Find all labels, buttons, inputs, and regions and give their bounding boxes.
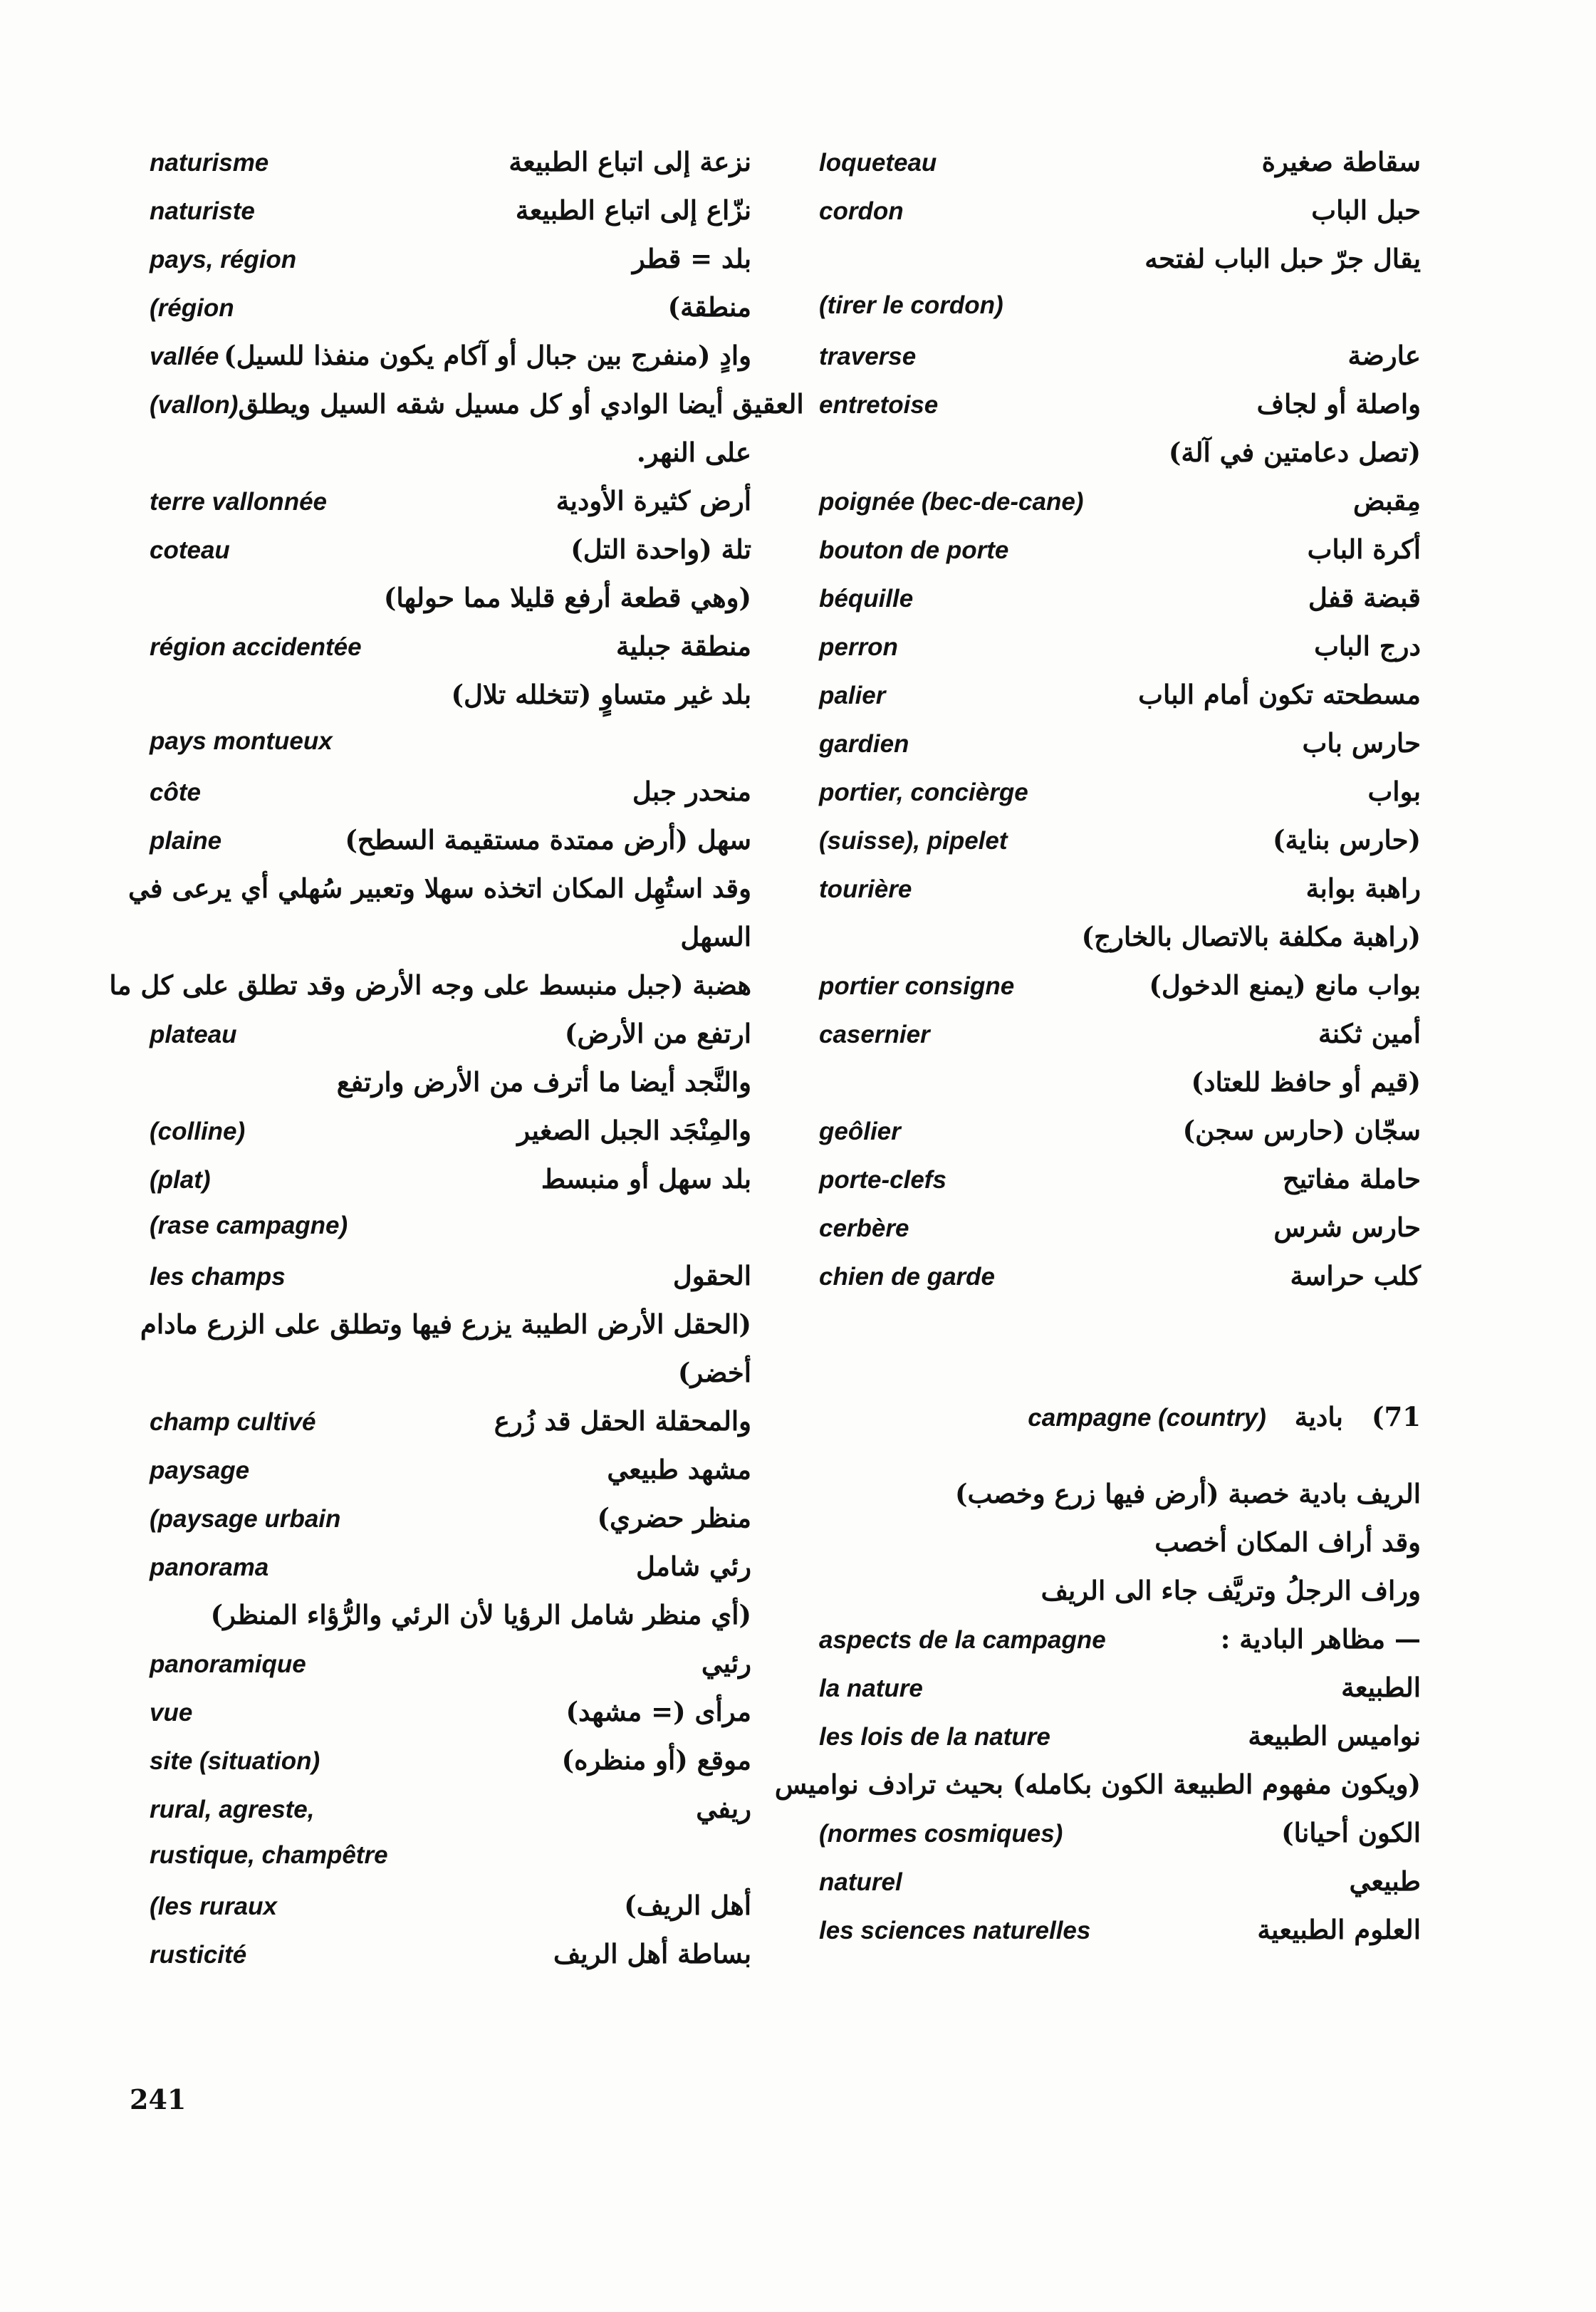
entry-term-ar: سهل (أرض ممتدة مستقيمة السطح) xyxy=(345,824,751,855)
spacer xyxy=(819,1449,1421,1478)
entry-term-fr: traverse xyxy=(819,343,917,370)
entry-term-ar: مِقبض xyxy=(1352,485,1421,516)
dictionary-entry xyxy=(150,291,751,340)
dictionary-entry xyxy=(150,1502,751,1551)
entry-term-ar: راهبة بوابة xyxy=(1305,873,1421,904)
dictionary-entry xyxy=(150,1744,751,1793)
dictionary-entry xyxy=(150,1357,751,1405)
entry-term-ar: أخضر) xyxy=(677,1357,751,1388)
entry-term-fr: portier, concièrge xyxy=(819,779,1028,806)
entry-term-ar: تلة (واحدة التل) xyxy=(570,533,751,565)
entry-term-fr: portier consigne xyxy=(819,972,1015,1000)
entry-term-ar: منحدر جبل xyxy=(632,776,751,807)
dictionary-entry xyxy=(819,1163,1421,1212)
entry-term-fr: plateau xyxy=(150,1021,237,1048)
entry-term-ar: والنَّجد أيضا ما أترف من الأرض وارتفع xyxy=(336,1066,751,1098)
entry-term-fr: (vallon) xyxy=(150,391,239,419)
entry-term-fr: site (situation) xyxy=(150,1747,320,1775)
entry-term-ar: منطقة) xyxy=(667,291,751,323)
dictionary-entry xyxy=(774,1769,1421,1817)
entry-term-ar: قبضة قفل xyxy=(1308,582,1421,613)
entry-term-ar: حبل الباب xyxy=(1311,194,1421,226)
entry-term-ar: الحقول xyxy=(672,1260,751,1291)
dictionary-entry xyxy=(819,291,1421,340)
dictionary-entry xyxy=(150,1405,751,1454)
dictionary-entry xyxy=(819,679,1421,727)
entry-term-fr: entretoise xyxy=(819,391,939,419)
entry-term-fr: (les ruraux xyxy=(150,1892,277,1920)
entry-term-fr: pays, région xyxy=(150,246,297,274)
section-number: 71) xyxy=(1371,1401,1421,1432)
entry-term-ar: والمحقلة الحقل قد زُرع xyxy=(494,1405,751,1437)
entry-term-ar: بساطة أهل الريف xyxy=(553,1938,751,1969)
entry-term-ar: (حارس بناية) xyxy=(1273,824,1421,855)
entry-term-fr: (région xyxy=(150,294,234,322)
dictionary-entry xyxy=(109,969,751,1018)
dictionary-entry xyxy=(819,921,1421,969)
dictionary-entry xyxy=(819,776,1421,824)
dictionary-entry xyxy=(150,1938,751,1986)
entry-term-fr: naturel xyxy=(819,1868,902,1896)
entry-term-ar: حاملة مفاتيح xyxy=(1282,1163,1421,1194)
dictionary-entry xyxy=(150,1115,751,1163)
entry-term-ar: رئي شامل xyxy=(635,1551,751,1582)
entry-term-ar: طبيعي xyxy=(1349,1865,1421,1897)
entry-term-fr: gardien xyxy=(819,730,909,758)
dictionary-entry xyxy=(150,776,751,824)
dictionary-entry xyxy=(150,533,751,582)
entry-term-fr: plaine xyxy=(150,827,222,855)
entry-term-ar: أرض كثيرة الأودية xyxy=(556,485,751,516)
entry-term-ar: ارتفع من الأرض) xyxy=(564,1018,751,1049)
dictionary-entry xyxy=(150,1841,751,1890)
dictionary-entry xyxy=(819,194,1421,243)
entry-term-fr: la nature xyxy=(819,1675,923,1702)
section-title-fr: campagne (country) xyxy=(1028,1404,1266,1432)
entry-term-fr: naturiste xyxy=(150,197,255,225)
entry-term-fr: tourière xyxy=(819,875,912,903)
section-title-ar: بادية xyxy=(1294,1401,1343,1432)
entry-term-fr: vue xyxy=(150,1699,193,1727)
entry-term-fr: côte xyxy=(150,779,201,806)
entry-term-ar: منطقة جبلية xyxy=(615,630,751,662)
entry-term-fr: perron xyxy=(819,633,898,661)
entry-term-fr: pays montueux xyxy=(150,727,333,755)
dictionary-entry xyxy=(819,1115,1421,1163)
entry-term-ar: أمين ثكنة xyxy=(1318,1018,1421,1049)
entry-term-fr: terre vallonnée xyxy=(150,488,327,516)
entry-term-fr: naturisme xyxy=(150,149,269,177)
entry-term-fr: panorama xyxy=(150,1553,269,1581)
entry-term-ar: حارس شرس xyxy=(1273,1212,1421,1243)
dictionary-entry xyxy=(819,243,1421,291)
entry-term-ar: منظر حضري) xyxy=(597,1502,751,1533)
entry-term-fr: panoramique xyxy=(150,1650,306,1678)
entry-term-ar: نزّاع إلى اتباع الطبيعة xyxy=(515,194,751,226)
entry-term-ar: رئيي xyxy=(701,1647,751,1679)
entry-term-ar: موقع (أو منظره) xyxy=(561,1744,751,1776)
entry-term-fr: (tirer le cordon) xyxy=(819,291,1003,319)
entry-term-fr: rural, agreste, xyxy=(150,1796,315,1823)
dictionary-entry xyxy=(150,1551,751,1599)
dictionary-entry xyxy=(150,1454,751,1502)
entry-term-ar: بواب xyxy=(1367,776,1421,807)
dictionary-entry xyxy=(819,1817,1421,1865)
entry-term-ar: يقال جرّ حبل الباب لفتحه xyxy=(1144,243,1421,274)
section-gap xyxy=(819,1308,1421,1401)
entry-term-fr: palier xyxy=(819,682,886,709)
dictionary-entry xyxy=(819,969,1421,1018)
entry-term-ar: بلد سهل أو منبسط xyxy=(541,1163,751,1194)
entry-term-fr: chien de garde xyxy=(819,1263,996,1291)
entry-term-ar: (تصل دعامتين في آلة) xyxy=(1168,437,1421,468)
entry-term-fr: région accidentée xyxy=(150,633,362,661)
right-entries xyxy=(819,146,1421,1308)
entry-term-ar: وادٍ (منفرج بين جبال أو آكام يكون منفذا للسيل) xyxy=(224,340,751,371)
dictionary-entry xyxy=(150,194,751,243)
entry-term-ar: على النهر. xyxy=(636,437,751,468)
entry-term-ar: سجّان (حارس سجن) xyxy=(1182,1115,1421,1146)
entry-term-fr: rustique, champêtre xyxy=(150,1841,388,1869)
dictionary-entry xyxy=(150,727,751,776)
section-paragraph-line: وراف الرجلُ وتريَّف جاء الى الريف xyxy=(1040,1575,1421,1606)
section-paragraph-line: وقد أراف المكان أخصب xyxy=(1154,1526,1421,1558)
entry-term-fr: les sciences naturelles xyxy=(819,1917,1091,1944)
entry-term-ar: (ويكون مفهوم الطبيعة الكون بكامله) بحيث ترادف نواميس xyxy=(774,1769,1421,1800)
entry-term-ar: (أي منظر شامل الرؤيا لأن الرئي والرُّؤاء المنظر) xyxy=(210,1599,751,1630)
entry-term-fr: (plat) xyxy=(150,1166,211,1194)
dictionary-entry xyxy=(150,388,804,437)
subsection-title-ar: — مظاهر البادية : xyxy=(1220,1623,1421,1655)
dictionary-entry xyxy=(819,873,1421,921)
dictionary-entry xyxy=(819,1066,1421,1115)
section-entries xyxy=(774,1672,1421,1962)
entry-term-fr: paysage xyxy=(150,1457,250,1484)
dictionary-entry xyxy=(150,437,751,485)
section-heading xyxy=(819,1401,1421,1449)
entry-term-fr: (paysage urbain xyxy=(150,1505,341,1533)
dictionary-entry xyxy=(150,1066,751,1115)
entry-term-ar: حارس باب xyxy=(1302,727,1421,759)
entry-term-fr: casernier xyxy=(819,1021,930,1048)
dictionary-entry xyxy=(150,146,751,194)
entry-term-ar: سقاطة صغيرة xyxy=(1261,146,1421,177)
entry-term-ar: (قيم أو حافظ للعتاد) xyxy=(1191,1066,1421,1098)
entry-term-fr: coteau xyxy=(150,536,230,564)
section-paragraph-line: الريف بادية خصبة (أرض فيها زرع وخصب) xyxy=(954,1478,1421,1509)
entry-term-fr: porte-clefs xyxy=(819,1166,946,1194)
subsection-heading xyxy=(819,1623,1421,1672)
dictionary-entry xyxy=(150,630,751,679)
dictionary-entry xyxy=(140,1308,751,1357)
dictionary-entry xyxy=(150,582,751,630)
dictionary-entry xyxy=(150,824,751,873)
dictionary-entry xyxy=(150,679,751,727)
dictionary-entry xyxy=(819,1720,1421,1769)
entry-term-ar: (الحقل الأرض الطيبة يزرع فيها وتطلق على الزرع مادام xyxy=(140,1308,751,1340)
dictionary-entry xyxy=(819,1018,1421,1066)
entry-term-fr: les champs xyxy=(150,1263,286,1291)
dictionary-entry xyxy=(819,388,1421,437)
entry-term-fr: bouton de porte xyxy=(819,536,1009,564)
dictionary-entry xyxy=(819,533,1421,582)
entry-term-ar: واصلة أو لجاف xyxy=(1256,388,1421,420)
entry-term-ar: بلد = قطر xyxy=(632,243,751,274)
entry-term-fr: vallée xyxy=(150,343,219,370)
entry-term-ar: بلد غير متساوٍ (تتخلله تلال) xyxy=(451,679,751,710)
entry-term-ar: درج الباب xyxy=(1314,630,1421,662)
entry-term-ar: نزعة إلى اتباع الطبيعة xyxy=(508,146,751,177)
entry-term-ar: ريفي xyxy=(696,1793,751,1824)
dictionary-entry xyxy=(819,1212,1421,1260)
entry-term-fr: cordon xyxy=(819,197,904,225)
entry-term-ar: كلب حراسة xyxy=(1290,1260,1421,1291)
entry-term-fr: les lois de la nature xyxy=(819,1723,1050,1751)
entry-term-fr: geôlier xyxy=(819,1118,901,1145)
dictionary-entry xyxy=(150,1212,751,1260)
entry-term-fr: (suisse), pipelet xyxy=(819,827,1008,855)
dictionary-entry xyxy=(819,582,1421,630)
entry-term-ar: بواب مانع (يمنع الدخول) xyxy=(1149,969,1421,1001)
dictionary-entry xyxy=(150,1018,751,1066)
dictionary-entry xyxy=(819,727,1421,776)
entry-term-ar: الكون أحيانا) xyxy=(1281,1817,1421,1848)
dictionary-entry xyxy=(819,1865,1421,1914)
entry-term-ar: (راهبة مكلفة بالاتصال بالخارج) xyxy=(1081,921,1421,952)
entry-term-ar: مرأى (= مشهد) xyxy=(565,1696,751,1727)
dictionary-entry xyxy=(819,824,1421,873)
entry-term-fr: rusticité xyxy=(150,1941,247,1969)
page-number: 241 xyxy=(130,2083,187,2115)
dictionary-entry xyxy=(819,146,1421,194)
dictionary-entry xyxy=(150,485,751,533)
dictionary-entry xyxy=(150,243,751,291)
entry-term-ar: هضبة (جبل منبسط على وجه الأرض وقد تطلق على كل ما xyxy=(109,969,751,1001)
entry-term-fr: (rase campagne) xyxy=(150,1212,348,1239)
entry-term-ar: مشهد طبيعي xyxy=(607,1454,751,1485)
entry-term-ar: وقد استُهِل المكان اتخذه سهلا وتعبير سُهلي أي يرعى في xyxy=(128,873,751,904)
entry-term-ar: والمِنْجَد الجبل الصغير xyxy=(517,1115,751,1146)
dictionary-entry xyxy=(819,340,1421,388)
dictionary-entry xyxy=(150,1599,751,1647)
dictionary-entry xyxy=(128,873,751,921)
dictionary-entry xyxy=(150,1163,751,1212)
dictionary-entry xyxy=(819,485,1421,533)
entry-term-ar: نواميس الطبيعة xyxy=(1248,1720,1421,1751)
left-column xyxy=(109,146,804,1986)
entry-term-fr: poignée (bec-de-cane) xyxy=(819,488,1084,516)
entry-term-fr: cerbère xyxy=(819,1214,909,1242)
entry-term-ar: العقيق أيضا الوادي أو كل مسيل شقه السيل ويطلق xyxy=(238,388,804,420)
entry-term-ar: (وهي قطعة أرفع قليلا مما حولها) xyxy=(383,582,751,613)
entry-term-fr: béquille xyxy=(819,585,914,613)
entry-term-fr: loqueteau xyxy=(819,149,937,177)
entry-term-ar: السهل xyxy=(680,921,751,952)
dictionary-entry xyxy=(819,1260,1421,1308)
dictionary-entry xyxy=(150,1647,751,1696)
entry-term-ar: مسطحته تكون أمام الباب xyxy=(1138,679,1421,710)
dictionary-entry xyxy=(819,1672,1421,1720)
dictionary-entry xyxy=(819,630,1421,679)
entry-term-ar: الطبيعة xyxy=(1341,1672,1421,1703)
dictionary-entry xyxy=(150,1696,751,1744)
dictionary-entry xyxy=(150,1260,751,1308)
dictionary-entry xyxy=(150,921,751,969)
right-column xyxy=(774,146,1421,1962)
entry-term-fr: (normes cosmiques) xyxy=(819,1820,1063,1848)
entry-term-ar: عارضة xyxy=(1347,340,1421,371)
entry-term-fr: champ cultivé xyxy=(150,1408,316,1436)
entry-term-ar: أهل الريف) xyxy=(624,1890,751,1921)
dictionary-entry xyxy=(150,1793,751,1841)
entry-term-fr: (colline) xyxy=(150,1118,246,1145)
entry-term-ar: العلوم الطبيعية xyxy=(1257,1914,1421,1945)
dictionary-entry xyxy=(819,1914,1421,1962)
subsection-title-fr: aspects de la campagne xyxy=(819,1626,1106,1654)
dictionary-entry xyxy=(150,1890,751,1938)
dictionary-entry xyxy=(150,340,751,388)
entry-term-ar: أكرة الباب xyxy=(1307,533,1421,565)
dictionary-entry xyxy=(819,437,1421,485)
